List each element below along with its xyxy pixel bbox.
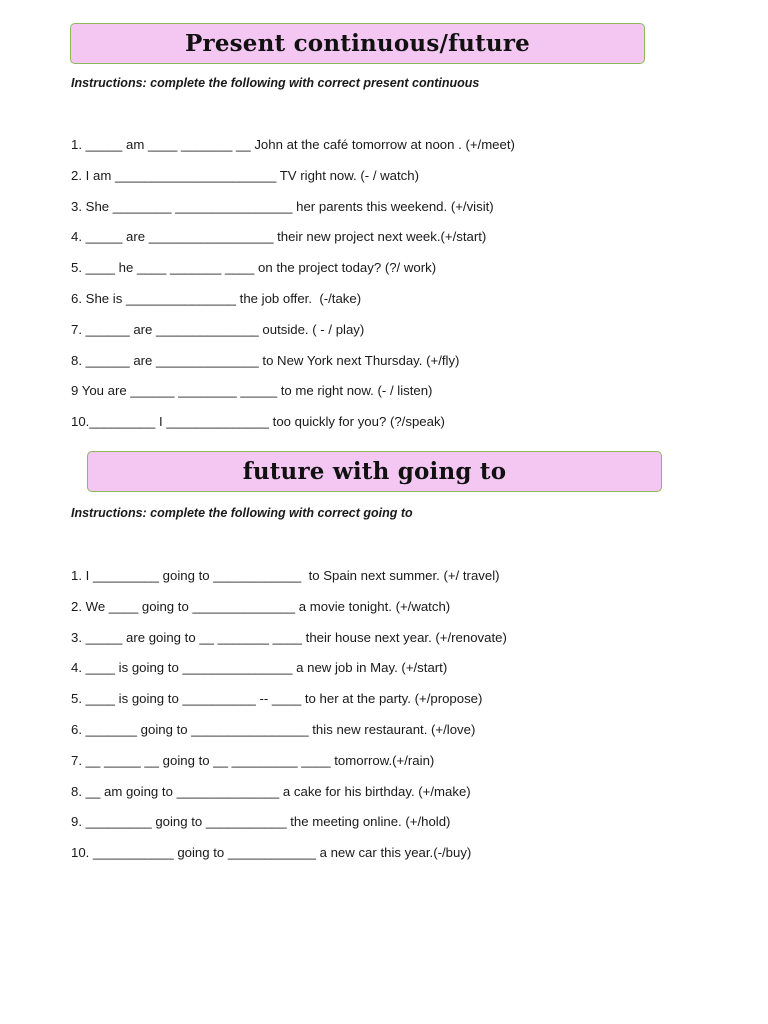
exercise-item: 10._________ I ______________ too quickly for you? (?/speak) [71, 414, 445, 430]
instructions-text: Instructions: complete the following with correct present continuous [71, 76, 480, 90]
exercise-item: 7. ______ are ______________ outside. ( - / play) [71, 321, 365, 337]
exercise-item: 5. ____ he ____ _______ ____ on the project today? (?/ work) [71, 260, 437, 276]
instructions-text: Instructions: complete the following with correct going to [71, 506, 413, 520]
exercise-item: 2. We ____ going to ______________ a movie tonight. (+/watch) [71, 598, 451, 614]
exercise-item: 1. _____ am ____ _______ __ John at the café tomorrow at noon . (+/meet) [71, 137, 515, 152]
exercise-item: 2. I am ______________________ TV right now. (- / watch) [71, 167, 419, 183]
section-title-box [87, 451, 662, 492]
section-title: Present continuous/future [185, 30, 530, 57]
exercise-list [71, 568, 507, 876]
exercise-item: 3. She ________ ________________ her parents this weekend. (+/visit) [71, 198, 494, 214]
exercise-item: 1. I _________ going to ____________ to Spain next summer. (+/ travel) [71, 568, 500, 583]
section-title-box [70, 23, 645, 64]
exercise-item: 9 You are ______ ________ _____ to me right now. (- / listen) [71, 383, 433, 399]
section-title: future with going to [242, 458, 507, 485]
exercise-item: 6. She is _______________ the job offer. (-/take) [71, 290, 362, 306]
exercise-item: 8. __ am going to ______________ a cake for his birthday. (+/make) [71, 783, 471, 799]
exercise-item: 7. __ _____ __ going to __ _________ ____ tomorrow.(+/rain) [71, 752, 435, 768]
exercise-item: 3. _____ are going to __ _______ ____ their house next year. (+/renovate) [71, 629, 507, 645]
exercise-item: 4. ____ is going to _______________ a new job in May. (+/start) [71, 660, 448, 676]
exercise-item: 8. ______ are ______________ to New York next Thursday. (+/fly) [71, 352, 460, 368]
exercise-item: 5. ____ is going to __________ -- ____ to her at the party. (+/propose) [71, 691, 483, 707]
exercise-list [71, 137, 515, 445]
exercise-item: 4. _____ are _________________ their new project next week.(+/start) [71, 229, 487, 245]
exercise-item: 10. ___________ going to ____________ a new car this year.(-/buy) [71, 845, 472, 861]
exercise-item: 9. _________ going to ___________ the meeting online. (+/hold) [71, 814, 451, 830]
exercise-item: 6. _______ going to ________________ this new restaurant. (+/love) [71, 721, 476, 737]
